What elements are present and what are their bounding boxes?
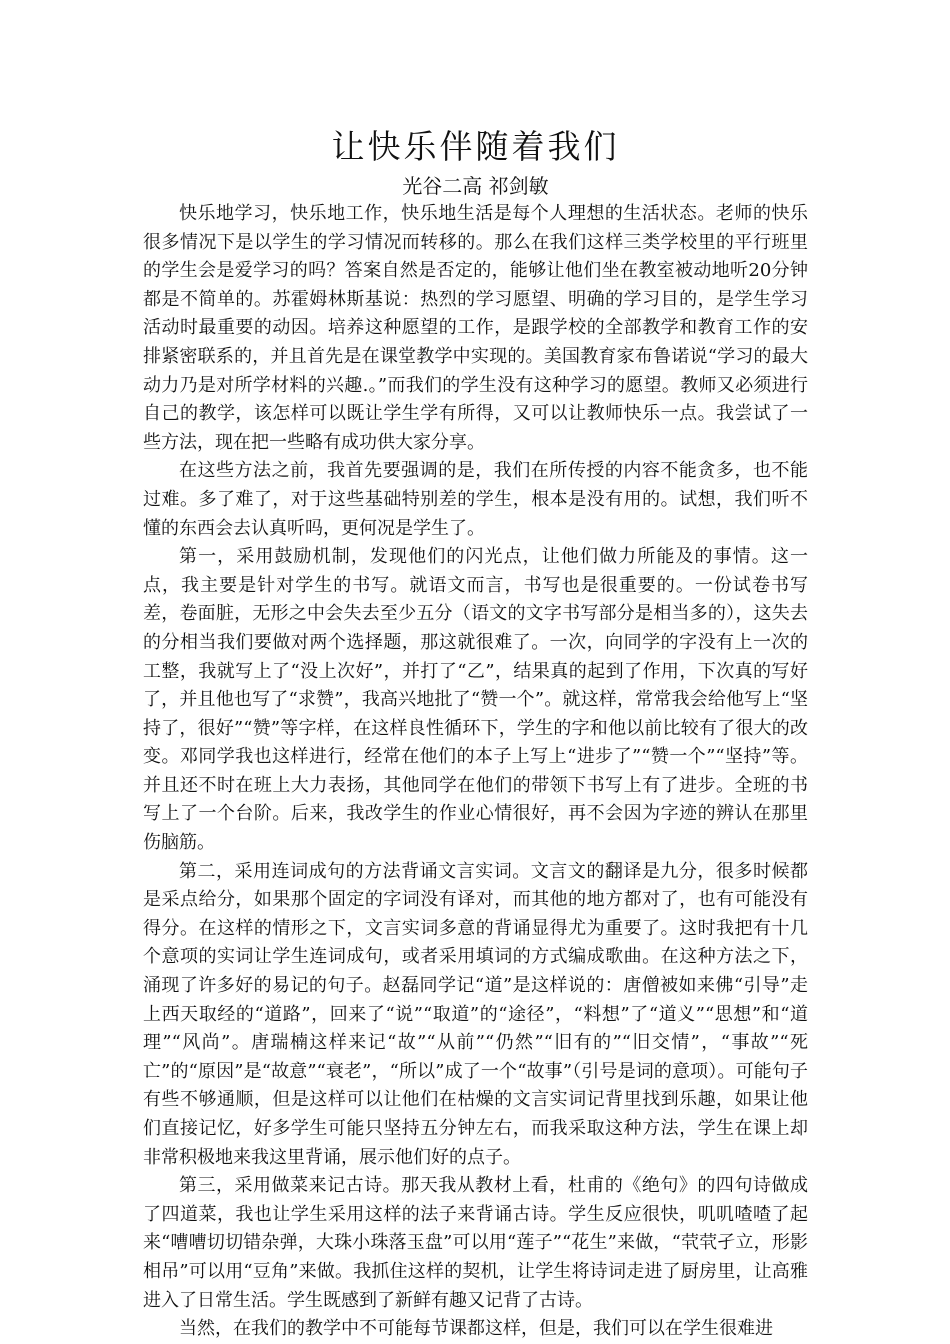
document-page <box>143 122 808 1344</box>
paragraph-conclusion: 当然，在我们的教学中不可能每节课都这样，但是，我们可以在学生很难进 <box>179 1318 773 1340</box>
paragraph-method-3: 第三，采用做菜来记古诗。那天我从教材上看，杜甫的《绝句》的四句诗做成了四道菜，我也让学生采用这样的法子来背诵古诗。学生反应很快，叽叽喳喳了起来“嘈嘈切切错杂弹，大珠小珠落玉盘”可以用“莲子”“花生”来做，“茕茕孑立，形影相吊”可以用“豆角”来做。我抓住这样的契机，让学生将诗词走进了厨房里，让高雅进入了日常生活。学生既感到了新鲜有趣又记背了古诗。 <box>143 1175 808 1311</box>
paragraph-intro: 快乐地学习，快乐地工作，快乐地生活是每个人理想的生活状态。老师的快乐很多情况下是以学生的学习情况而转移的。那么在我们这样三类学校里的平行班里的学生会是爱学习的吗？答案自然是否定的，能够让他们坐在教室被动地听20分钟都是不简单的。苏霍姆林斯基说：热烈的学习愿望、明确的学习目的，是学生学习活动时最重要的动因。培养这种愿望的工作，是跟学校的全部教学和教育工作的安排紧密联系的，并且首先是在课堂教学中实现的。美国教育家布鲁诺说“学习的最大动力乃是对所学材料的兴趣.。”而我们的学生没有这种学习的愿望。教师又必须进行自己的教学，该怎样可以既让学生学有所得，又可以让教师快乐一点。我尝试了一些方法，现在把一些略有成功供大家分享。 <box>143 203 808 453</box>
paragraph-method-2: 第二，采用连词成句的方法背诵文言实词。文言文的翻译是九分，很多时候都是采点给分，如果那个固定的字词没有译对，而其他的地方都对了，也有可能没有得分。在这样的情形之下，文言实词多意的背诵显得尤为重要了。这时我把有十几个意项的实词让学生连词成句，或者采用填词的方式编成歌曲。在这种方法之下，涌现了许多好的易记的句子。赵磊同学记“道”是这样说的：唐僧被如来佛“引导”走上西天取经的“道路”，回来了“说”“取道”的“途径”，“料想”了“道义”“思想”和“道理”“风尚”。唐瑞楠这样来记“故”“从前”“仍然”“旧有的”“旧交情”，“事故”“死亡”的“原因”是“故意”“衰老”，“所以”成了一个“故事”（引号是词的意项）。可能句子有些不够通顺，但是这样可以让他们在枯燥的文言实词记背里找到乐趣，如果让他们直接记忆，好多学生可能只坚持五分钟左右，而我采取这种方法，学生在课上却非常积极地来我这里背诵，展示他们好的点子。 <box>143 860 808 1168</box>
paragraph-method-1: 第一，采用鼓励机制，发现他们的闪光点，让他们做力所能及的事情。这一点，我主要是针对学生的书写。就语文而言，书写也是很重要的。一份试卷书写差，卷面脏，无形之中会失去至少五分（语文的文字书写部分是相当多的），这失去的分相当我们要做对两个选择题，那这就很难了。一次，向同学的字没有上一次的工整，我就写上了“没上次好”，并打了“乙”，结果真的起到了作用，下次真的写好了，并且他也写了“求赞”，我高兴地批了“赞一个”。就这样，常常我会给他写上“坚持了，很好”“赞”等字样，在这样良性循环下，学生的字和他以前比较有了很大的改变。邓同学我也这样进行，经常在他们的本子上写上“进步了”“赞一个”“坚持”等。并且还不时在班上大力表扬，其他同学在他们的带领下书写上有了进步。全班的书写上了一个台阶。后来，我改学生的作业心情很好，再不会因为字迹的辨认在那里伤脑筋。 <box>143 546 808 854</box>
paragraph-premise: 在这些方法之前，我首先要强调的是，我们在所传授的内容不能贪多，也不能过难。多了难了，对于这些基础特别差的学生，根本是没有用的。试想，我们听不懂的东西会去认真听吗，更何况是学生了。 <box>143 460 808 539</box>
document-title: 让快乐伴随着我们 <box>331 127 620 166</box>
author-line: 光谷二高 祁剑敏 <box>402 174 549 198</box>
